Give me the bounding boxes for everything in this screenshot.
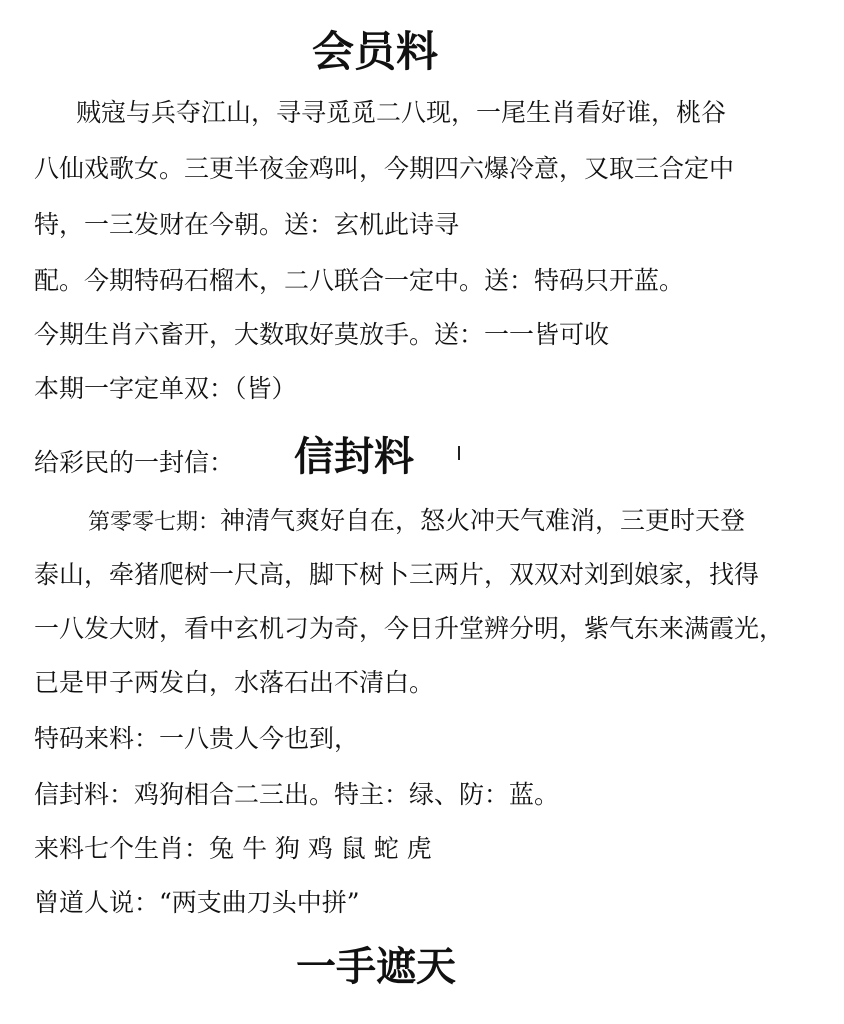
envelope-line-3: 一八发大财，看中玄机刁为奇，今日升堂辨分明，紫气东来满霞光， [34, 614, 785, 643]
envelope-line-1-text: 神清气爽好自在，怒火冲天气难消，三更时天登 [220, 506, 746, 535]
tick-mark [458, 446, 460, 460]
member-line-4: 配。今期特码石榴木，二八联合一定中。送：特码只开蓝。 [34, 266, 685, 295]
zodiac-line: 来料七个生肖：兔 牛 狗 鸡 鼠 蛇 虎 [34, 834, 432, 863]
member-line-1: 贼寇与兵夺江山，寻寻觅觅二八现，一尾生肖看好谁，桃谷 [76, 98, 727, 127]
special-code-line: 特码来料：一八贵人今也到， [34, 724, 360, 753]
hand-title: 一手遮天 [296, 944, 456, 990]
envelope-material-line: 信封料：鸡狗相合二三出。特主：绿、防：蓝。 [34, 780, 560, 809]
envelope-line-4: 已是甲子两发白，水落石出不清白。 [34, 668, 435, 697]
member-line-3: 特，一三发财在今朝。送：玄机此诗寻 [34, 210, 460, 239]
envelope-label: 给彩民的一封信： [34, 448, 235, 477]
member-line-5: 今期生肖六畜开，大数取好莫放手。送：一一皆可收 [34, 320, 610, 349]
member-title: 会员料 [312, 27, 439, 76]
member-line-6: 本期一字定单双：（皆） [34, 374, 297, 403]
member-line-2: 八仙戏歌女。三更半夜金鸡叫，今期四六爆冷意，又取三合定中 [34, 154, 735, 183]
issue-label: 第零零七期： [88, 510, 221, 535]
taoist-line: 曾道人说：“两支曲刀头中拼” [34, 888, 360, 917]
envelope-line-2: 泰山，牵猪爬树一尺高，脚下树卜三两片，双双对刘到娘家，找得 [34, 560, 760, 589]
envelope-title: 信封料 [294, 434, 414, 480]
envelope-line-1 [88, 506, 745, 538]
